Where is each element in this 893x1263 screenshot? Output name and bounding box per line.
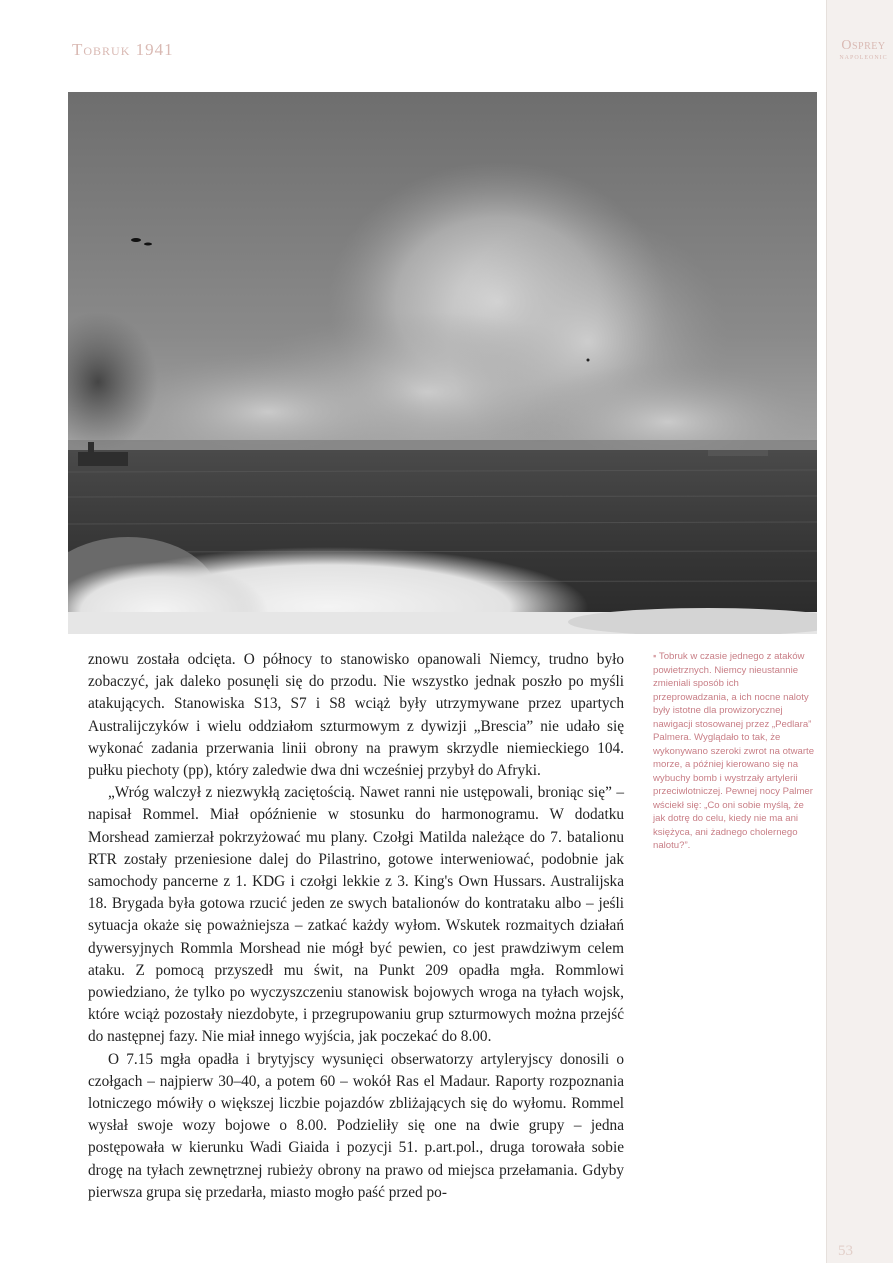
running-title-year: 1941 (135, 40, 174, 59)
publisher-series: NAPOLEONIC (839, 55, 888, 61)
article-body (88, 649, 624, 1204)
body-paragraph: O 7.15 mgła opadła i brytyjscy wysunięci obserwatorzy artyleryjscy donosili o czołgach – najpierw 30–40, a potem 60 – wokół Ras el Madaur. Raporty rozpoznania lotniczego mówiły o większej liczbie pojazdów zbliżających się do wyłomu. Rommel wysłał swoje wozy bojowe o 8.00. Podzieliły się one na dwie grupy – jedna postępowała w kierunku Wadi Giaida i pozycji 51. p.art.pol., druga torowała sobie drogę na tyłach zewnętrznej rubieży obrony na prawo od miejsca przełamania. Gdyby pierwsza grupa się przedarła, miasto mogło paść przed po- (88, 1050, 624, 1201)
publisher-logo (834, 38, 893, 61)
caption-text: Tobruk w czasie jednego z ataków powietrznych. Niemcy nieustannie zmieniali sposób ich przeprowadzania, a ich nocne naloty były istotne dla prowizorycznej nawigacji stosowanej przez „Pedlara” Palmera. Wyglądało to tak, że wykonywano szeroki zwrot na otwarte morze, a później kierowano się na wybuchy bomb i wystrzały artylerii przeciwlotniczej. Pewnej nocy Palmer wściekł się: „Co oni sobie myślą, że jak dotrę do celu, kiedy nie ma ani księżyca, ani żadnego cholernego nalotu?”. (653, 651, 815, 851)
photo-caption (653, 650, 815, 853)
publisher-name: Osprey (841, 38, 886, 53)
body-paragraph: „Wróg walczył z niezwykłą zaciętością. Nawet ranni nie ustępowali, broniąc się” – napisał Rommel. Miał opóźnienie w stosunku do harmonogramu. W dodatku Morshead zamierzał pokrzyżować mu plany. Czołgi Matilda należące do 7. batalionu RTR zostały przeniesione dalej do Pilastrino, gotowe interweniować, podobnie jak samochody pancerne z 1. KDG i czołgi lekkie z 3. King's Own Hussars. Australijska 18. Brygada była gotowa rzucić jeden ze swych batalionów do kontrataku albo – jeśli sytuacja okaże się poważniejsza – zatkać każdy wyłom. Wskutek rozmaitych działań dywersyjnych Rommla Morshead nie mógł być pewien, co jest prawdziwym celem ataku. Z pomocą przyszedł mu świt, na Punkt 209 opadła mgła. Rommlowi powiedziano, że tylko po wyczyszczeniu stanowisk bojowych wroga na tyłach wojsk, które wciąż pozostały niezdobyte, i przegrupowaniu grup szturmowych można przejść do następnej fazy. Nie miał innego wyjścia, jak poczekać do 8.00. (88, 784, 624, 1046)
page-number: 53 (838, 1243, 853, 1259)
running-header (72, 40, 174, 60)
harbour-photograph (68, 92, 817, 634)
right-margin-band (826, 0, 893, 1263)
caption-bullet-icon: ▪ (653, 651, 657, 662)
body-paragraph: znowu została odcięta. O północy to stanowisko opanowali Niemcy, trudno było zobaczyć, jak daleko posunęli się do przodu. Nie wszystko jednak poszło po myśli atakujących. Stanowiska S13, S7 i S8 wciąż były utrzymywane przez upartych Australijczyków i wielu oddziałom szturmowym z dywizji „Brescia” nie udało się wykonać zadania przerwania linii obrony na prawym skrzydle niemieckiego 104. pułku piechoty (pp), który zaledwie dwa dni wcześniej przybył do Afryki. (88, 651, 624, 780)
photograph-harbour-smoke-icon (68, 92, 817, 634)
running-title-word: Tobruk (72, 40, 131, 59)
